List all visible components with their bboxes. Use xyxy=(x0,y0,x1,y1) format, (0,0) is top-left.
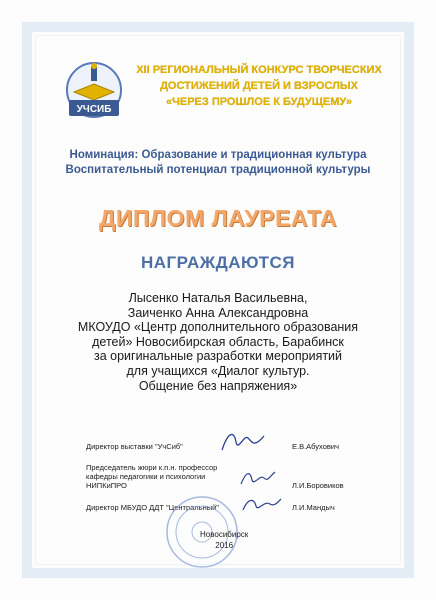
diploma-title: ДИПЛОМ ЛАУРЕАТА xyxy=(98,205,338,231)
contest-heading xyxy=(104,62,414,110)
recipient-line: Лысенко Наталья Васильевна, xyxy=(128,291,308,305)
director-signature xyxy=(218,428,268,456)
director-name: Е.В.Абухович xyxy=(292,442,339,451)
chair-title-line: кафедры педагогики и психологии xyxy=(86,472,206,481)
nomination xyxy=(30,148,406,178)
contest-line: ДОСТИЖЕНИЙ ДЕТЕЙ И ВЗРОСЛЫХ xyxy=(160,80,358,92)
recipient-line: Общение без напряжения» xyxy=(138,378,298,393)
chair-title-line: Председатель жюри к.п.н. профессор xyxy=(86,463,218,472)
chair-signature xyxy=(238,466,278,490)
ddt-director-signature xyxy=(240,494,284,516)
recipient-line: Заиченко Анна Александровна xyxy=(127,305,309,320)
ddt-director-name: Л.И.Мандыч xyxy=(292,503,335,512)
recipient-line: МКОУДО «Центр дополнительного образования xyxy=(77,320,359,335)
recipient-line: для учащихся «Диалог культур. xyxy=(126,363,310,378)
ddt-director-title: Директор МБУДО ДДТ "Центральный" xyxy=(86,503,219,512)
nomination-line: Воспитательный потенциал традиционной культуры xyxy=(65,164,371,176)
contest-line: «ЧЕРЕЗ ПРОШЛОЕ К БУДУЩЕМУ» xyxy=(166,96,352,108)
year: 2016 xyxy=(215,541,234,550)
recipients-block xyxy=(30,291,406,393)
contest-line: XII РЕГИОНАЛЬНЫЙ КОНКУРС ТВОРЧЕСКИХ xyxy=(136,64,382,76)
director-title: Директор выставки "УчСиб" xyxy=(86,442,183,451)
recipient-line: детей» Новосибирская область, Барабинск xyxy=(92,334,344,349)
recipient-line: за оригинальные разработки мероприятий xyxy=(93,349,343,364)
city-year xyxy=(200,529,248,551)
logo-text: УЧСИБ xyxy=(76,104,112,115)
city: Новосибирск xyxy=(200,530,249,539)
chair-title-line: НИПКиПРО xyxy=(86,481,127,490)
awarded-heading: НАГРАЖДАЮТСЯ xyxy=(140,253,296,272)
chair-name: Л.И.Боровиков xyxy=(292,481,344,490)
nomination-line: Номинация: Образование и традиционная культура xyxy=(69,149,367,161)
